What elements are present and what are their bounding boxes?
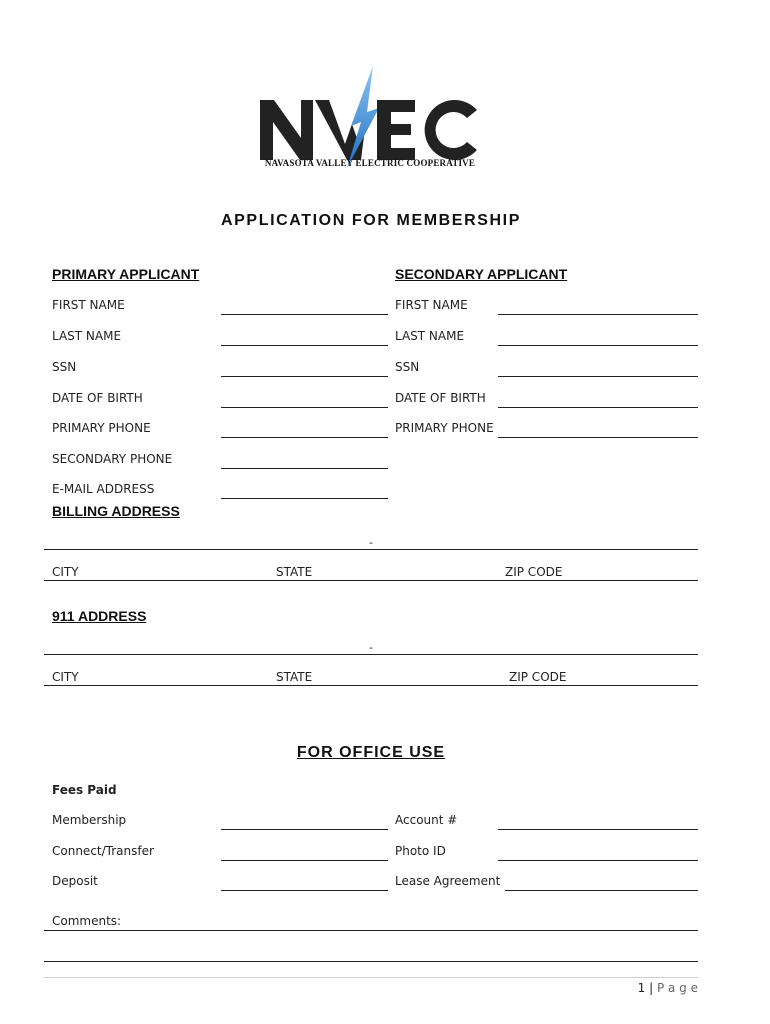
deposit-label: Deposit <box>52 874 98 888</box>
page-separator: | <box>649 981 654 995</box>
address-911-zip-label: ZIP CODE <box>509 670 567 684</box>
primary-email-label: E-MAIL ADDRESS <box>52 482 155 496</box>
primary-first-name-label: FIRST NAME <box>52 298 125 312</box>
billing-state-label: STATE <box>276 565 313 579</box>
primary-first-name-field[interactable] <box>221 314 388 315</box>
lease-agreement-label: Lease Agreement <box>395 874 501 888</box>
page-number: 1 <box>637 981 646 995</box>
secondary-dob-field[interactable] <box>498 407 698 408</box>
billing-city-state-zip-field[interactable] <box>44 580 698 581</box>
primary-last-name-label: LAST NAME <box>52 329 122 343</box>
primary-email-field[interactable] <box>221 498 388 499</box>
address-911-city-label: CITY <box>52 670 79 684</box>
primary-dob-label: DATE OF BIRTH <box>52 391 143 405</box>
footer-divider <box>44 977 698 978</box>
lightning-bolt-icon <box>347 66 379 168</box>
address-911-state-label: STATE <box>276 670 313 684</box>
secondary-ssn-field[interactable] <box>498 376 698 377</box>
comments-field-line-1[interactable] <box>44 930 698 931</box>
address-911-street-field[interactable] <box>44 654 698 655</box>
form-title: APPLICATION FOR MEMBERSHIP <box>221 212 521 229</box>
billing-dash: - <box>369 536 373 549</box>
logo <box>255 62 485 174</box>
secondary-last-name-field[interactable] <box>498 345 698 346</box>
comments-field-line-2[interactable] <box>44 961 698 962</box>
connect-transfer-label: Connect/Transfer <box>52 844 154 858</box>
primary-last-name-field[interactable] <box>221 345 388 346</box>
primary-dob-field[interactable] <box>221 407 388 408</box>
billing-street-field[interactable] <box>44 549 698 550</box>
billing-address-heading: BILLING ADDRESS <box>52 503 180 519</box>
secondary-last-name-label: LAST NAME <box>395 329 465 343</box>
address-911-city-state-zip-field[interactable] <box>44 685 698 686</box>
membership-field[interactable] <box>221 829 388 830</box>
connect-transfer-field[interactable] <box>221 860 388 861</box>
primary-secondary-phone-field[interactable] <box>221 468 388 469</box>
lease-agreement-field[interactable] <box>505 890 698 891</box>
secondary-applicant-heading: SECONDARY APPLICANT <box>395 266 568 282</box>
secondary-dob-label: DATE OF BIRTH <box>395 391 486 405</box>
secondary-first-name-field[interactable] <box>498 314 698 315</box>
secondary-ssn-label: SSN <box>395 360 420 374</box>
fees-paid-label: Fees Paid <box>52 783 117 797</box>
billing-city-label: CITY <box>52 565 79 579</box>
secondary-first-name-label: FIRST NAME <box>395 298 468 312</box>
photo-id-label: Photo ID <box>395 844 446 858</box>
primary-ssn-label: SSN <box>52 360 77 374</box>
page-footer <box>560 981 698 995</box>
page-word: P a g e <box>656 981 698 995</box>
office-use-title: FOR OFFICE USE <box>296 744 446 761</box>
logo-tagline: NAVASOTA VALLEY ELECTRIC COOPERATIVE <box>264 158 476 168</box>
account-number-field[interactable] <box>498 829 698 830</box>
account-number-label: Account # <box>395 813 458 827</box>
deposit-field[interactable] <box>221 890 388 891</box>
secondary-phone-field[interactable] <box>498 437 698 438</box>
primary-applicant-heading: PRIMARY APPLICANT <box>52 266 200 282</box>
comments-label: Comments: <box>52 914 122 928</box>
membership-label: Membership <box>52 813 127 827</box>
primary-phone-field[interactable] <box>221 437 388 438</box>
address-911-heading: 911 ADDRESS <box>52 608 147 624</box>
primary-ssn-field[interactable] <box>221 376 388 377</box>
primary-secondary-phone-label: SECONDARY PHONE <box>52 452 173 466</box>
secondary-phone-label: PRIMARY PHONE <box>395 421 494 435</box>
primary-phone-label: PRIMARY PHONE <box>52 421 151 435</box>
billing-zip-label: ZIP CODE <box>505 565 563 579</box>
photo-id-field[interactable] <box>498 860 698 861</box>
address-911-dash: - <box>369 641 373 654</box>
